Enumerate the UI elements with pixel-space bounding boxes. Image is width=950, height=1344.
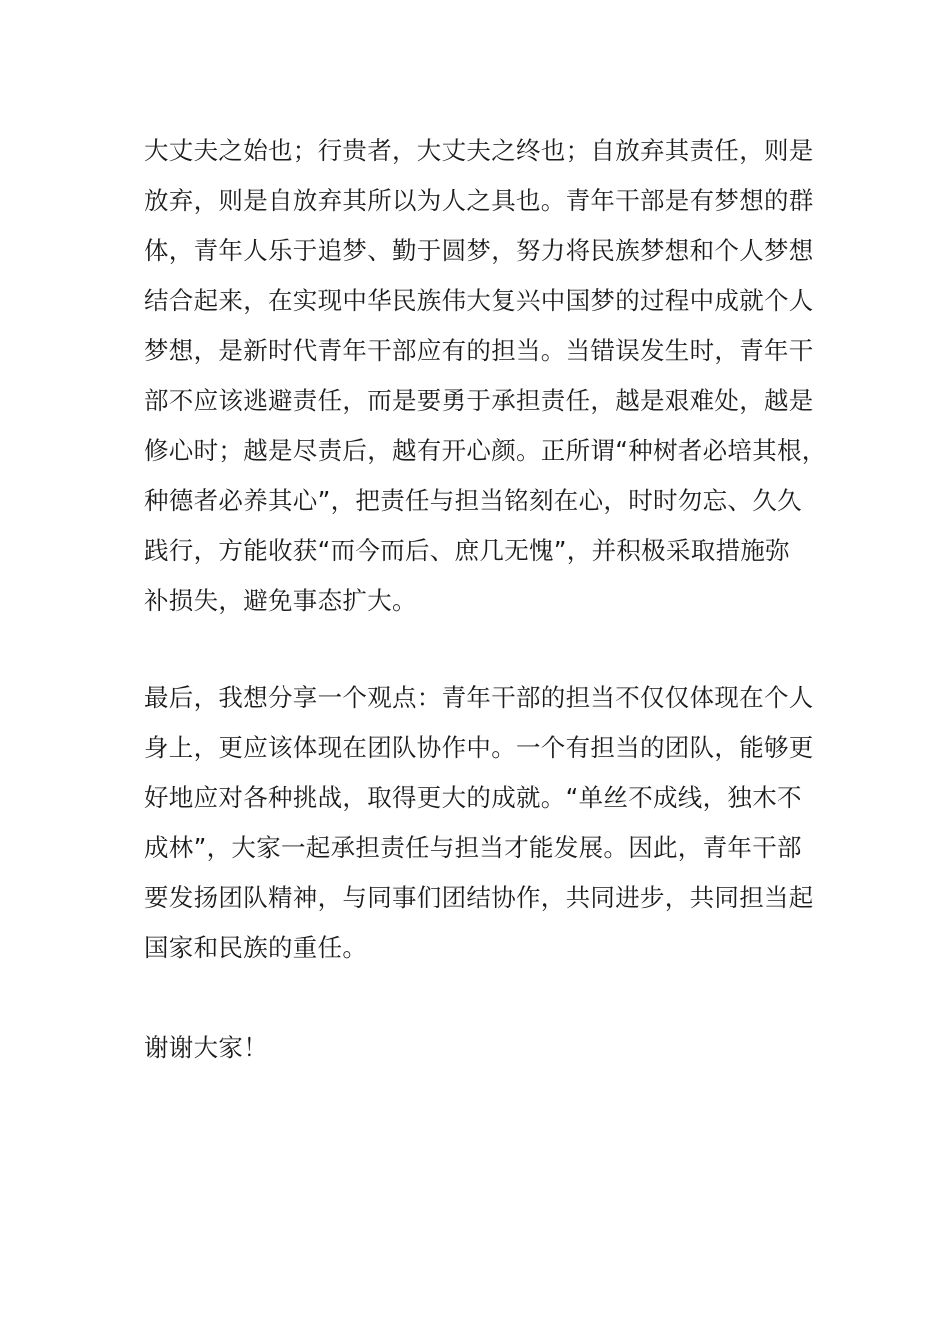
text-line: 部不应该逃避责任，而是要勇于承担责任，越是艰难处，越是	[144, 386, 814, 415]
text-line: 成林”，大家一起承担责任与担当才能发展。因此，青年干部	[144, 833, 802, 862]
text-line: 践行，方能收获“而今而后、庶几无愧”，并积极采取措施弥	[144, 536, 790, 565]
text-line: 修心时；越是尽责后，越有开心颜。正所谓“种树者必培其根，	[144, 436, 827, 465]
text-line: 要发扬团队精神，与同事们团结协作，共同进步，共同担当起	[144, 883, 814, 912]
text-line: 国家和民族的重任。	[144, 933, 368, 962]
text-line: 最后，我想分享一个观点：青年干部的担当不仅仅体现在个人	[144, 683, 814, 712]
text-line: 大丈夫之始也；行贵者，大丈夫之终也；自放弃其责任，则是	[144, 136, 814, 165]
text-line: 放弃，则是自放弃其所以为人之具也。青年干部是有梦想的群	[144, 186, 814, 215]
text-line: 结合起来，在实现中华民族伟大复兴中国梦的过程中成就个人	[144, 286, 814, 315]
text-line: 补损失，避免事态扩大。	[144, 586, 417, 615]
text-line: 体，青年人乐于追梦、勤于圆梦，努力将民族梦想和个人梦想	[144, 236, 814, 265]
text-line: 好地应对各种挑战，取得更大的成就。“单丝不成线，独木不	[144, 783, 802, 812]
paragraph-teamwork	[144, 673, 814, 973]
text-line: 梦想，是新时代青年干部应有的担当。当错误发生时，青年干	[144, 336, 814, 365]
paragraph-responsibility	[144, 126, 827, 626]
text-line: 种德者必养其心”，把责任与担当铭刻在心，时时勿忘、久久	[144, 486, 802, 515]
closing-text: 谢谢大家！	[144, 1033, 268, 1062]
text-line: 身上，更应该体现在团队协作中。一个有担当的团队，能够更	[144, 733, 814, 762]
closing-paragraph	[144, 1023, 268, 1073]
